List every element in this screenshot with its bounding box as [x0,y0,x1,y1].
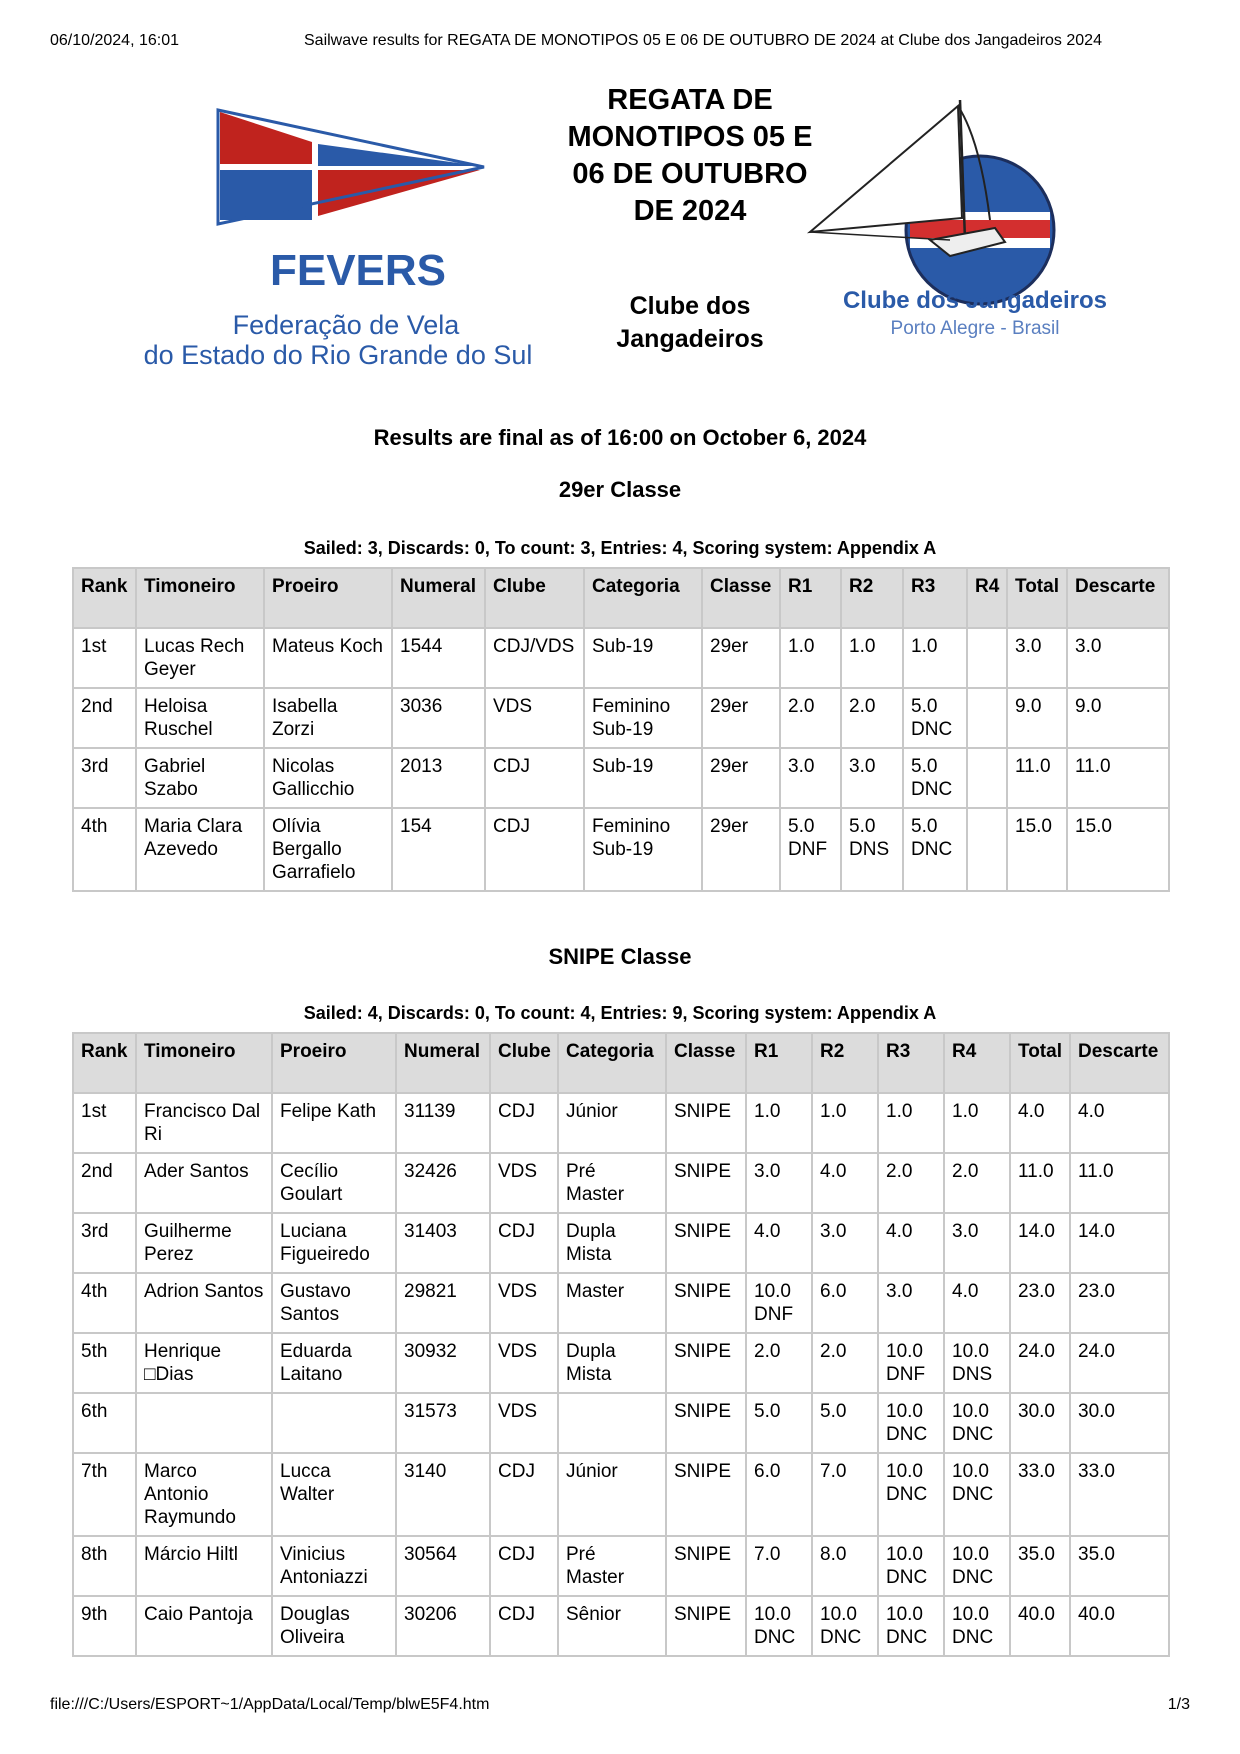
cell-total: 40.0 [1010,1596,1070,1656]
cell-timoneiro: Maria Clara Azevedo [136,808,264,891]
cell-rank: 7th [73,1453,136,1536]
table-row [73,1333,1169,1393]
col-proeiro: Proeiro [264,568,392,628]
cell-r1: 5.0 [746,1393,812,1453]
cell-r2: 3.0 [812,1213,878,1273]
cell-r2: 4.0 [812,1153,878,1213]
cell-categoria: Master [558,1273,666,1333]
table-row [73,1273,1169,1333]
cell-r4: 10.0 DNC [944,1596,1010,1656]
cell-timoneiro: Caio Pantoja [136,1596,272,1656]
cell-timoneiro: Adrion Santos [136,1273,272,1333]
cell-categoria: Feminino Sub-19 [584,688,702,748]
cell-clube: VDS [490,1153,558,1213]
cell-numeral: 3140 [396,1453,490,1536]
col-total: Total [1007,568,1067,628]
cell-r2: 1.0 [841,628,903,688]
cell-r4: 4.0 [944,1273,1010,1333]
col-proeiro: Proeiro [272,1033,396,1093]
cell-proeiro: Nicolas Gallicchio [264,748,392,808]
cell-timoneiro [136,1393,272,1453]
results-status: Results are final as of 16:00 on October 6, 2024 [373,425,867,450]
pennant-red-bottom-right [318,170,480,216]
table-body [73,628,1169,891]
cell-proeiro: Felipe Kath [272,1093,396,1153]
col-classe: Classe [702,568,780,628]
cell-classe: SNIPE [666,1153,746,1213]
cell-proeiro: Gustavo Santos [272,1273,396,1333]
fevers-name: FEVERS [269,246,447,295]
cell-clube: CDJ [490,1453,558,1536]
cell-descarte: 3.0 [1067,628,1169,688]
cell-total: 24.0 [1010,1333,1070,1393]
class-title-29er: 29er Classe [558,477,682,502]
table-row [73,808,1169,891]
cell-descarte: 9.0 [1067,688,1169,748]
cell-r3: 5.0 DNC [903,688,967,748]
cell-r2: 6.0 [812,1273,878,1333]
cell-r4 [967,748,1007,808]
cell-rank: 2nd [73,688,136,748]
cell-r4: 10.0 DNC [944,1536,1010,1596]
cell-descarte: 40.0 [1070,1596,1169,1656]
cell-descarte: 30.0 [1070,1393,1169,1453]
cell-categoria: Dupla Mista [558,1213,666,1273]
cell-numeral: 154 [392,808,485,891]
cell-timoneiro: Márcio Hiltl [136,1536,272,1596]
cell-rank: 1st [73,1093,136,1153]
cell-descarte: 11.0 [1067,748,1169,808]
cell-r3: 1.0 [903,628,967,688]
fevers-line2: Federação de Vela [232,310,460,340]
cell-categoria: Pré Master [558,1536,666,1596]
cell-total: 4.0 [1010,1093,1070,1153]
event-venue: Clube dos Jangadeiros [616,292,764,353]
cell-timoneiro: Ader Santos [136,1153,272,1213]
col-r4: R4 [967,568,1007,628]
cell-r2: 10.0 DNC [812,1596,878,1656]
print-page-number: 1/3 [1167,1696,1190,1713]
cell-r1: 6.0 [746,1453,812,1536]
cell-r4: 1.0 [944,1093,1010,1153]
cell-classe: 29er [702,748,780,808]
cell-r2: 1.0 [812,1093,878,1153]
cell-clube: CDJ [490,1213,558,1273]
cell-r3: 10.0 DNC [878,1536,944,1596]
cell-total: 15.0 [1007,808,1067,891]
cell-numeral: 31573 [396,1393,490,1453]
cell-rank: 3rd [73,748,136,808]
cell-clube: CDJ [485,748,584,808]
cell-proeiro: Lucca Walter [272,1453,396,1536]
cell-classe: SNIPE [666,1273,746,1333]
col-clube: Clube [485,568,584,628]
cell-categoria: Júnior [558,1093,666,1153]
cell-r1: 3.0 [780,748,841,808]
cell-r1: 4.0 [746,1213,812,1273]
cell-classe: SNIPE [666,1453,746,1536]
cell-r2: 5.0 [812,1393,878,1453]
cell-categoria: Feminino Sub-19 [584,808,702,891]
cell-r1: 10.0 DNC [746,1596,812,1656]
cell-classe: 29er [702,628,780,688]
cell-clube: VDS [490,1273,558,1333]
cell-descarte: 15.0 [1067,808,1169,891]
print-page-title: Sailwave results for REGATA DE MONOTIPOS 05 E 06 DE OUTUBRO DE 2024 at Clube dos Jangadeiros 2024 [304,32,1102,49]
cell-rank: 2nd [73,1153,136,1213]
cell-r3: 2.0 [878,1153,944,1213]
table-header [73,568,1169,628]
cell-proeiro: Mateus Koch [264,628,392,688]
table-row [73,628,1169,688]
cell-clube: CDJ [490,1093,558,1153]
cell-total: 11.0 [1007,748,1067,808]
col-r1: R1 [780,568,841,628]
cell-numeral: 3036 [392,688,485,748]
cell-proeiro: Luciana Figueiredo [272,1213,396,1273]
table-row [73,688,1169,748]
col-categoria: Categoria [558,1033,666,1093]
cell-timoneiro: Guilherme Perez [136,1213,272,1273]
cell-r4: 3.0 [944,1213,1010,1273]
cell-clube: VDS [485,688,584,748]
cell-descarte: 11.0 [1070,1153,1169,1213]
jangadeiros-logo [800,100,1120,380]
col-r2: R2 [841,568,903,628]
cell-clube: VDS [490,1333,558,1393]
cell-r2: 7.0 [812,1453,878,1536]
cell-proeiro: Olívia Bergallo Garrafielo [264,808,392,891]
cell-r2: 2.0 [812,1333,878,1393]
col-r4: R4 [944,1033,1010,1093]
cell-proeiro: Vinicius Antoniazzi [272,1536,396,1596]
cell-r4: 10.0 DNS [944,1333,1010,1393]
cell-r1: 1.0 [746,1093,812,1153]
cell-descarte: 24.0 [1070,1333,1169,1393]
cell-clube: CDJ [485,808,584,891]
cell-r2: 5.0 DNS [841,808,903,891]
cell-total: 35.0 [1010,1536,1070,1596]
cell-numeral: 30564 [396,1536,490,1596]
col-total: Total [1010,1033,1070,1093]
cell-r3: 10.0 DNF [878,1333,944,1393]
cell-rank: 8th [73,1536,136,1596]
table-header [73,1033,1169,1093]
cell-total: 23.0 [1010,1273,1070,1333]
cell-classe: SNIPE [666,1536,746,1596]
cell-proeiro: Cecílio Goulart [272,1153,396,1213]
cell-clube: VDS [490,1393,558,1453]
cell-r1: 2.0 [746,1333,812,1393]
col-numeral: Numeral [396,1033,490,1093]
cell-total: 3.0 [1007,628,1067,688]
jangadeiros-name: Clube dos Jangadeiros [842,287,1108,314]
cell-rank: 6th [73,1393,136,1453]
cell-r4: 10.0 DNC [944,1393,1010,1453]
cell-numeral: 32426 [396,1153,490,1213]
cell-r4 [967,628,1007,688]
cell-descarte: 14.0 [1070,1213,1169,1273]
cell-rank: 5th [73,1333,136,1393]
cell-numeral: 1544 [392,628,485,688]
cell-total: 11.0 [1010,1153,1070,1213]
cell-timoneiro: Marco Antonio Raymundo [136,1453,272,1536]
cell-timoneiro: Henrique □Dias [136,1333,272,1393]
cell-rank: 1st [73,628,136,688]
table-row [73,1453,1169,1536]
cell-classe: SNIPE [666,1213,746,1273]
class-title-snipe: SNIPE Classe [548,944,692,969]
cell-proeiro [272,1393,396,1453]
cell-r3: 3.0 [878,1273,944,1333]
col-numeral: Numeral [392,568,485,628]
cell-r3: 10.0 DNC [878,1596,944,1656]
cell-r3: 10.0 DNC [878,1393,944,1453]
col-descarte: Descarte [1067,568,1169,628]
sail-icon [810,106,962,232]
jangadeiros-city: Porto Alegre - Brasil [890,318,1060,339]
cell-rank: 3rd [73,1213,136,1273]
col-r2: R2 [812,1033,878,1093]
cell-numeral: 30932 [396,1333,490,1393]
cell-clube: CDJ [490,1596,558,1656]
cell-r4: 2.0 [944,1153,1010,1213]
print-url: file:///C:/Users/ESPORT~1/AppData/Local/Temp/blwE5F4.htm [50,1696,490,1713]
cell-timoneiro: Lucas Rech Geyer [136,628,264,688]
col-r3: R3 [903,568,967,628]
cell-r4 [967,808,1007,891]
print-header [50,32,1190,54]
cell-r3: 1.0 [878,1093,944,1153]
cell-r3: 5.0 DNC [903,748,967,808]
cell-total: 14.0 [1010,1213,1070,1273]
col-categoria: Categoria [584,568,702,628]
class-summary-snipe: Sailed: 4, Discards: 0, To count: 4, Entries: 9, Scoring system: Appendix A [303,1003,937,1023]
col-rank: Rank [73,568,136,628]
cell-descarte: 35.0 [1070,1536,1169,1596]
table-row [73,1596,1169,1656]
cell-total: 30.0 [1010,1393,1070,1453]
results-table-29er [72,567,1170,892]
cell-rank: 9th [73,1596,136,1656]
table-row [73,748,1169,808]
event-title: REGATA DE MONOTIPOS 05 E 06 DE OUTUBRO DE 2024 [567,84,813,227]
cell-r1: 2.0 [780,688,841,748]
col-r3: R3 [878,1033,944,1093]
cell-rank: 4th [73,808,136,891]
col-timoneiro: Timoneiro [136,568,264,628]
col-r1: R1 [746,1033,812,1093]
cell-classe: 29er [702,688,780,748]
cell-r3: 10.0 DNC [878,1453,944,1536]
cell-r3: 4.0 [878,1213,944,1273]
cell-r1: 10.0 DNF [746,1273,812,1333]
col-rank: Rank [73,1033,136,1093]
table-body [73,1093,1169,1656]
cell-r2: 8.0 [812,1536,878,1596]
cell-r3: 5.0 DNC [903,808,967,891]
table-row [73,1213,1169,1273]
cell-r2: 3.0 [841,748,903,808]
cell-proeiro: Douglas Oliveira [272,1596,396,1656]
cell-r4: 10.0 DNC [944,1453,1010,1536]
cell-categoria: Júnior [558,1453,666,1536]
table-row [73,1093,1169,1153]
cell-r1: 1.0 [780,628,841,688]
cell-descarte: 23.0 [1070,1273,1169,1333]
fevers-logo [132,108,562,378]
cell-proeiro: Eduarda Laitano [272,1333,396,1393]
print-date: 06/10/2024, 16:01 [50,32,180,49]
table-row [73,1393,1169,1453]
cell-timoneiro: Heloisa Ruschel [136,688,264,748]
cell-r2: 2.0 [841,688,903,748]
cell-numeral: 31403 [396,1213,490,1273]
cell-categoria: Sub-19 [584,748,702,808]
cell-categoria [558,1393,666,1453]
cell-r4 [967,688,1007,748]
cell-categoria: Pré Master [558,1153,666,1213]
cell-classe: SNIPE [666,1093,746,1153]
cell-clube: CDJ/VDS [485,628,584,688]
cell-classe: 29er [702,808,780,891]
fevers-line3: do Estado do Rio Grande do Sul [143,340,533,370]
cell-timoneiro: Francisco Dal Ri [136,1093,272,1153]
cell-total: 33.0 [1010,1453,1070,1536]
header-row [73,1033,1169,1093]
col-descarte: Descarte [1070,1033,1169,1093]
print-footer [50,1696,1190,1718]
cell-categoria: Sênior [558,1596,666,1656]
col-clube: Clube [490,1033,558,1093]
cell-total: 9.0 [1007,688,1067,748]
col-classe: Classe [666,1033,746,1093]
cell-proeiro: Isabella Zorzi [264,688,392,748]
cell-categoria: Dupla Mista [558,1333,666,1393]
cell-numeral: 30206 [396,1596,490,1656]
cell-classe: SNIPE [666,1333,746,1393]
table-row [73,1536,1169,1596]
cell-classe: SNIPE [666,1596,746,1656]
cell-rank: 4th [73,1273,136,1333]
cell-classe: SNIPE [666,1393,746,1453]
header-row [73,568,1169,628]
cell-categoria: Sub-19 [584,628,702,688]
cell-r1: 7.0 [746,1536,812,1596]
cell-descarte: 4.0 [1070,1093,1169,1153]
cell-numeral: 31139 [396,1093,490,1153]
class-summary-29er: Sailed: 3, Discards: 0, To count: 3, Entries: 4, Scoring system: Appendix A [303,538,937,558]
cell-timoneiro: Gabriel Szabo [136,748,264,808]
cell-numeral: 2013 [392,748,485,808]
cell-r1: 5.0 DNF [780,808,841,891]
cell-clube: CDJ [490,1536,558,1596]
table-row [73,1153,1169,1213]
cell-r1: 3.0 [746,1153,812,1213]
col-timoneiro: Timoneiro [136,1033,272,1093]
results-table-snipe [72,1032,1170,1657]
cell-numeral: 29821 [396,1273,490,1333]
cell-descarte: 33.0 [1070,1453,1169,1536]
